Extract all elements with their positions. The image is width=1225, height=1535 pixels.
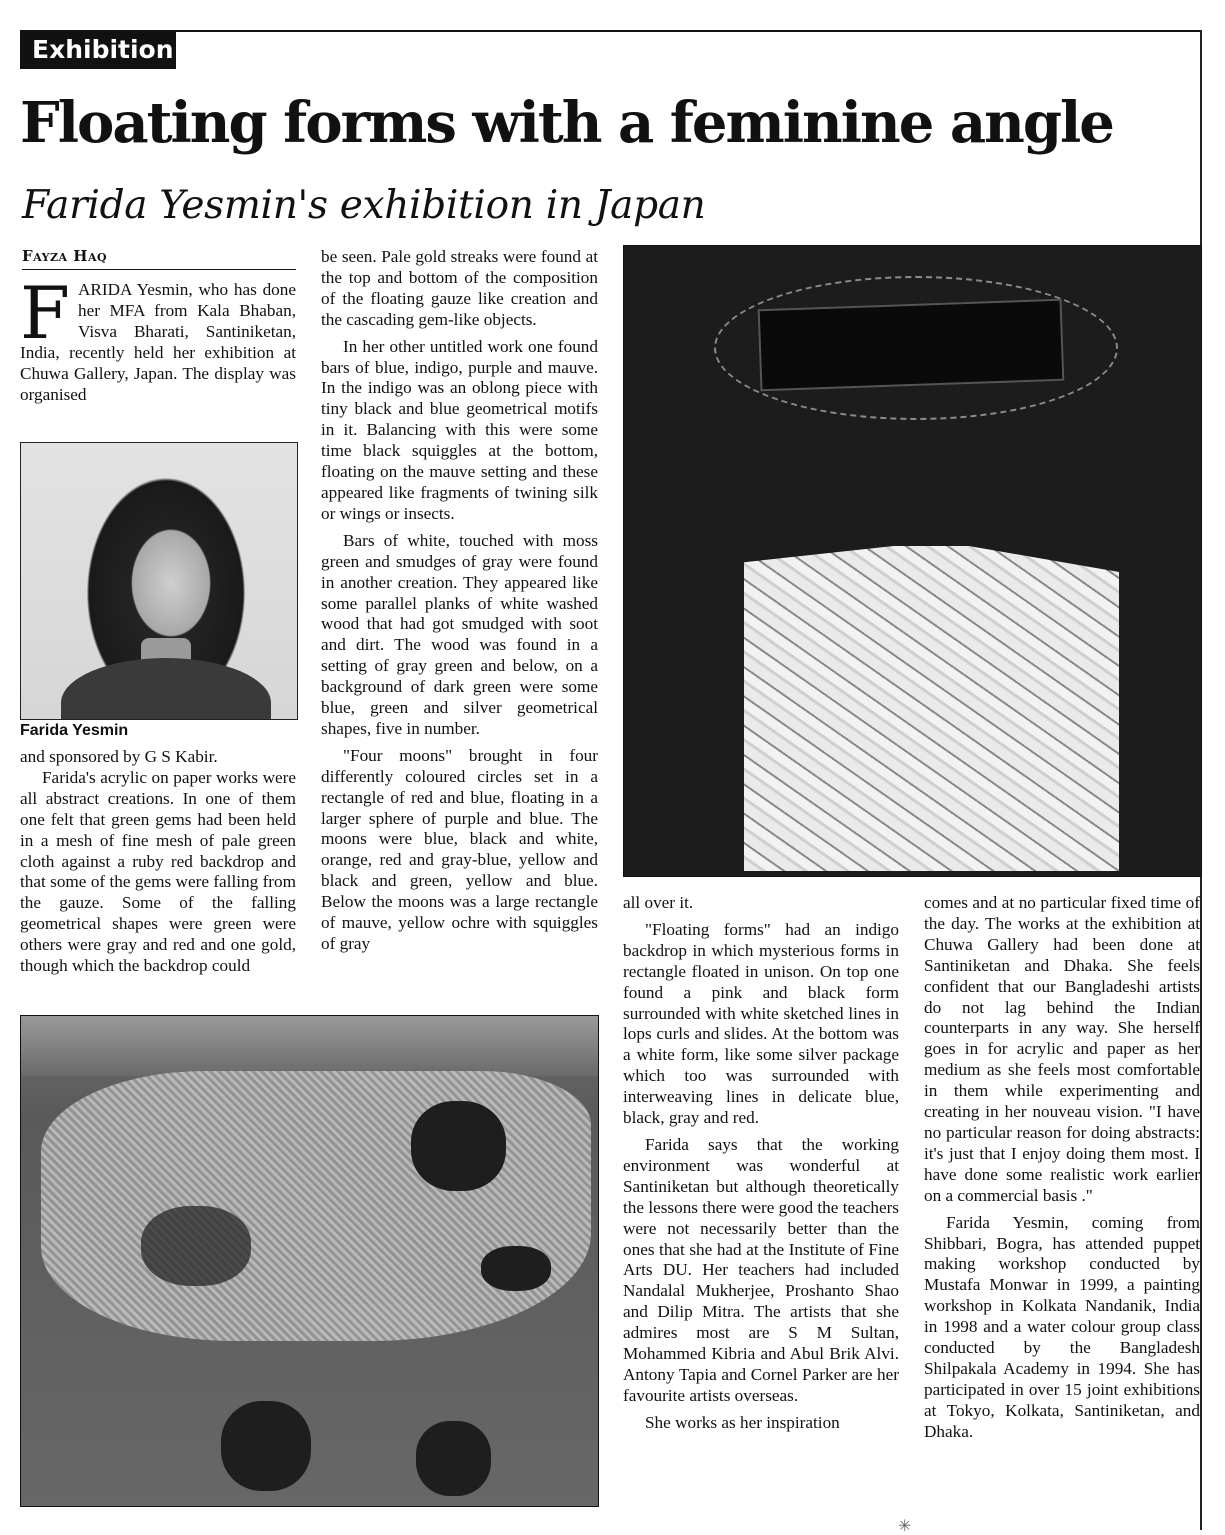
- artwork-blot: [141, 1206, 251, 1286]
- paragraph: In her other untitled work one found bars of blue, indigo, purple and mauve. In the indigo was an oblong piece with tiny black and blue geometrical motifs in it. Balancing with this were some time black squiggles at the bottom, floating on the mauve setting and these appeared like fragments of twining silk or wings or insects.: [321, 336, 598, 523]
- drop-cap: F: [20, 280, 70, 355]
- headline: Floating forms with a feminine angle: [20, 90, 1113, 156]
- section-tag: Exhibition: [20, 31, 176, 69]
- paragraph: Farida says that the working environment was wonderful at Santiniketan but although theoretically the lessons there were good the teachers were not necessarily better than the ones that she had at the Institute of Fine Arts DU. Her teachers had included Nandalal Mukherjee, Proshanto Shao and Dilip Mitra. The artists that she admires most are S M Sultan, Mohammed Kibria and Abul Brik Alvi. Antony Tapia and Cornel Parker are her favourite artists overseas.: [623, 1134, 899, 1405]
- artwork-mesh: [41, 1071, 591, 1341]
- ornament-icon: ✳: [898, 1516, 912, 1535]
- artwork-blot: [411, 1101, 506, 1191]
- paragraph: be seen. Pale gold streaks were found at the top and bottom of the composition of the floating gauze like creation and the cascading gem-like objects.: [321, 247, 598, 329]
- paragraph: She works as her inspiration: [645, 1412, 840, 1432]
- column-1-lead: [20, 280, 296, 436]
- artwork-gauze: [20, 1015, 599, 1507]
- paragraph: Farida's acrylic on paper works were all abstract creations. In one of them one felt that green gems had been held in a mesh of fine mesh of pale green cloth against a ruby red backdrop and that some of the gems were falling from the gauze. Some of the falling geometrical shapes were green were others were gray and red and one gold, though which the backdrop could: [20, 767, 296, 976]
- paragraph: "Floating forms" had an indigo backdrop in which mysterious forms in rectangle floated in unison. On top one found a pink and black form surrounded with white sketched lines in lops curls and slides. At the bottom was a white form, like some silver package which too was surrounded with interweaving lines in delicate blue, black, gray and red.: [623, 919, 899, 1128]
- byline: Fayza Haq: [22, 245, 296, 270]
- lead-paragraph: ARIDA Yesmin, who has done her MFA from Kala Bhaban, Visva Bharati, Santiniketan, India, recently held her exhibition at Chuwa Gallery, Japan. The display was organised: [20, 280, 296, 404]
- portrait-photo: [20, 442, 298, 720]
- paragraph: Bars of white, touched with moss green and smudges of gray were found in another creation. They appeared like some parallel planks of white washed wood that had got smudged with soot and dirt. The wood was found in a setting of gray green and below, on a background of dark green were some blue, green and silver geometrical shapes, five in number.: [321, 530, 598, 738]
- column-3: [623, 893, 899, 1513]
- photo-caption: Farida Yesmin: [20, 722, 129, 739]
- artwork-blot: [221, 1401, 311, 1491]
- paragraph: "Four moons" brought in four differently coloured circles set in a rectangle of red and blue, floating in a larger sphere of purple and blue. The moons were blue, black and white, orange, red and gray-blue, yellow and black and green, yellow and blue. Below the moons was a large rectangle of mauve, yellow ochre with squiggles of gray: [321, 745, 598, 953]
- paragraph: comes and at no particular fixed time of the day. The works at the exhibition at Chuwa Gallery had been done at Santiniketan and Dhaka. She feels confident that our Bangladeshi artists do not lag behind the Indian counterparts in any way. She herself goes in for acrylic and paper as her medium as she feels most comfortable in them while experimenting and creating in her nouveau vision. "I have no particular reason for doing abstracts: it's just that I enjoy doing them most. I have done some realistic work earlier on a commercial basis .": [924, 893, 1200, 1205]
- artwork-blot: [416, 1421, 491, 1496]
- artwork-floating-forms: [623, 245, 1202, 877]
- subheadline: Farida Yesmin's exhibition in Japan: [22, 183, 706, 228]
- paragraph: Farida Yesmin, coming from Shibbari, Bogra, has attended puppet making workshop conducted by Mustafa Monwar in 1999, a painting workshop in Kolkata Nandanik, India in 1998 and a water colour group class conducted by the Bangladesh Shilpakala Academy in 1994. She has participated in over 15 joint exhibitions at Tokyo, Kolkata, Santiniketan, and Dhaka.: [924, 1212, 1200, 1441]
- paragraph: all over it.: [623, 893, 694, 912]
- column-2: [321, 247, 598, 1009]
- column-4: [924, 893, 1200, 1513]
- artwork-white-form: [744, 546, 1119, 871]
- artwork-dark-bar: [758, 299, 1065, 392]
- artwork-blot: [481, 1246, 551, 1291]
- paragraph: and sponsored by G S Kabir.: [20, 747, 218, 766]
- top-rule: [20, 30, 1200, 32]
- artwork-top-band: [21, 1016, 598, 1076]
- column-1-body: [20, 747, 296, 1007]
- portrait-shoulders: [61, 658, 271, 720]
